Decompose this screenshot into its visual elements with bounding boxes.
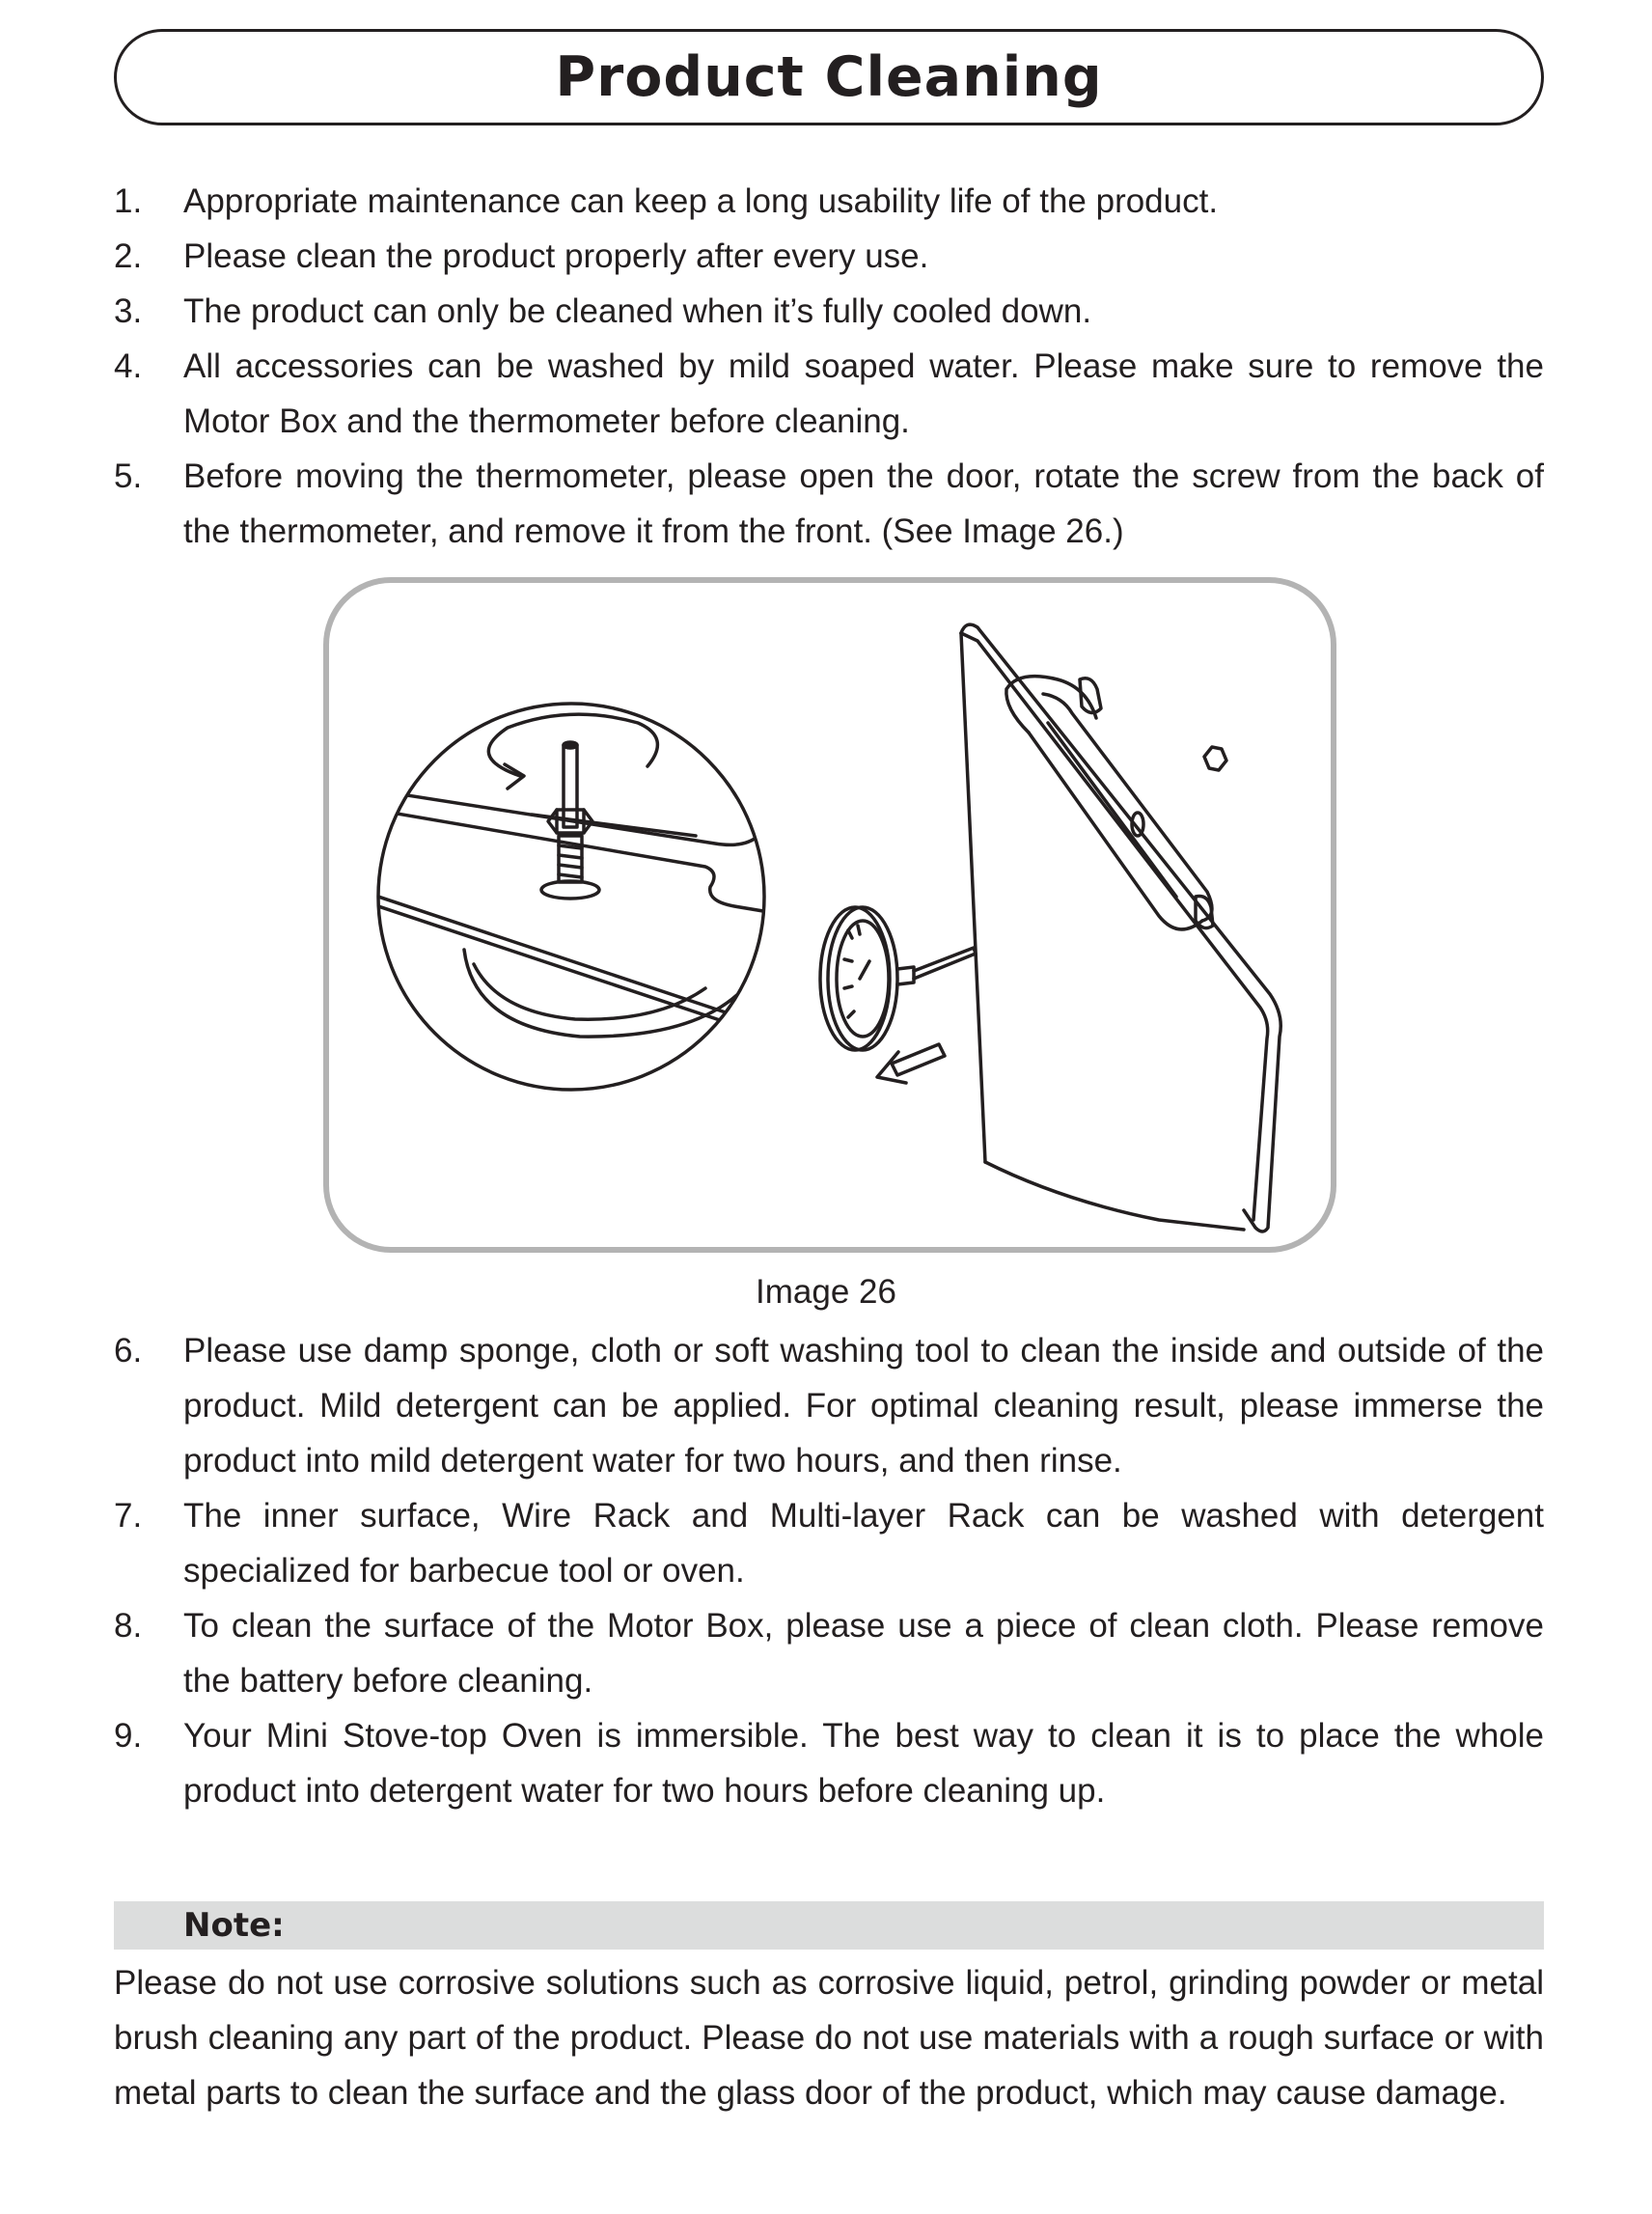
list-item	[114, 1598, 1544, 1708]
step-text: The inner surface, Wire Rack and Multi-layer Rack can be washed with detergent specialized for barbecue tool or oven.	[183, 1497, 1544, 1590]
list-item	[114, 1708, 1544, 1818]
cleaning-steps-list-1	[114, 174, 1544, 559]
title-banner	[114, 29, 1544, 125]
step-number: 1.	[114, 182, 143, 220]
oven-door-with-thermometer	[961, 624, 1280, 1232]
rotate-arrow-icon	[488, 714, 657, 789]
note-header-bar	[114, 1901, 1544, 1950]
thermometer-icon	[820, 907, 976, 1050]
thermometer-removal-illustration	[329, 583, 1331, 1247]
step-text: To clean the surface of the Motor Box, please use a piece of clean cloth. Please remove the battery before cleaning.	[183, 1607, 1544, 1700]
list-item	[114, 1323, 1544, 1488]
note-label: Note:	[183, 1906, 285, 1945]
cleaning-steps-list-2	[114, 1323, 1544, 1818]
step-text: All accessories can be washed by mild soaped water. Please make sure to remove the Motor Box and the thermometer before cleaning.	[183, 347, 1544, 440]
step-number: 3.	[114, 292, 143, 330]
step-number: 8.	[114, 1607, 143, 1645]
list-item	[114, 339, 1544, 449]
list-item	[114, 1488, 1544, 1598]
figure-frame	[323, 577, 1336, 1253]
list-item	[114, 174, 1544, 229]
note-text: Please do not use corrosive solutions such as corrosive liquid, petrol, grinding powder or metal brush cleaning any part of the product. Please do not use materials with a rough surface or with metal parts to clean the surface and the glass door of the product, which may cause damage.	[114, 1964, 1544, 2112]
step-text: Before moving the thermometer, please open the door, rotate the screw from the back of the thermometer, and remove it from the front. (See Image 26.)	[183, 457, 1544, 550]
arrow-left-icon	[877, 1044, 945, 1083]
step-number: 6.	[114, 1332, 143, 1370]
step-number: 9.	[114, 1717, 143, 1755]
page-title: Product Cleaning	[555, 45, 1103, 109]
step-text: Appropriate maintenance can keep a long usability life of the product.	[183, 182, 1219, 220]
step-text: Please use damp sponge, cloth or soft washing tool to clean the inside and outside of the product. Mild detergent can be applied. For optimal cleaning result, please immerse the product into mild detergent water for two hours, and then rinse.	[183, 1332, 1544, 1480]
step-text: The product can only be cleaned when it’s fully cooled down.	[183, 292, 1092, 330]
step-number: 4.	[114, 347, 143, 385]
list-item	[114, 229, 1544, 284]
figure-caption: Image 26	[756, 1273, 896, 1311]
step-number: 5.	[114, 457, 143, 495]
list-item	[114, 449, 1544, 559]
step-text: Please clean the product properly after every use.	[183, 237, 929, 275]
list-item	[114, 284, 1544, 339]
zoom-detail-circle	[358, 704, 792, 1090]
step-text: Your Mini Stove-top Oven is immersible. The best way to clean it is to place the whole product into detergent water for two hours before cleaning up.	[183, 1717, 1544, 1810]
step-number: 7.	[114, 1497, 143, 1535]
step-number: 2.	[114, 237, 143, 275]
